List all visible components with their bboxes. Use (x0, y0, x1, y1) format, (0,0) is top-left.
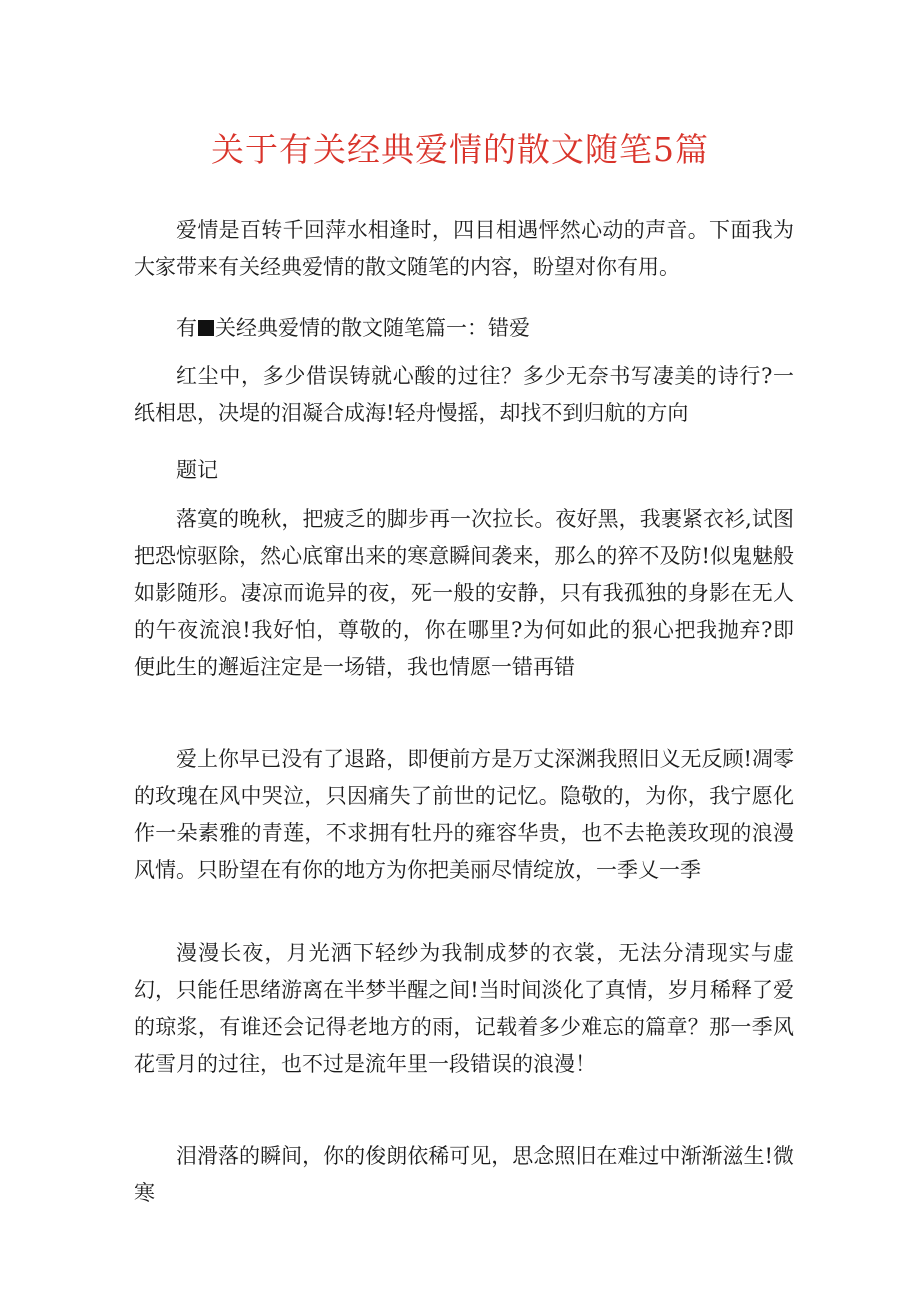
body-paragraph: 红尘中，多少借误铸就心酸的过往？多少无奈书写凄美的诗行?一纸相思，决堤的泪凝合成海!轻舟慢摇，却找不到归航的方向 (134, 364, 794, 425)
body-paragraph: 爱上你早已没有了退路，即便前方是万丈深渊我照旧义无反顾!凋零的玫瑰在风中哭泣，只因痛失了前世的记忆。隐敬的，为你，我宁愿化作一朵素雅的青莲，不求拥有牡丹的雍容华贵，也不去艳羡玫现的浪漫风情。只盼望在有你的地方为你把美丽尽情绽放，一季乂一季 (134, 747, 794, 882)
body-paragraph: 落寞的晚秋，把疲乏的脚步再一次拉长。夜好黑，我裹紧衣衫,试图把恐惊驱除，然心底窜出来的寒意瞬间袭来，那么的猝不及防!似鬼魅般如影随形。凄凉而诡异的夜，死一般的安静，只有我孤独的身影在无人的午夜流浪!我好怕，尊敬的，你在哪里?为何如此的狠心把我抛弃?即便此生的邂逅注定是一场错，我也情愿一错再错 (134, 507, 794, 679)
body-paragraph: 泪滑落的瞬间，你的俊朗依稀可见，思念照旧在难过中渐渐滋生!微寒 (134, 1144, 794, 1205)
redaction-square-icon (198, 320, 214, 336)
document-title: 关于有关经典爱情的散文随笔5篇 (211, 130, 709, 169)
section-heading-prefix: 有 (176, 316, 197, 340)
section-heading-text: 关经典爱情的散文随笔篇一：错爱 (215, 316, 530, 340)
epigraph-label: 题记 (176, 458, 218, 482)
body-paragraph: 漫漫长夜，月光洒下轻纱为我制成梦的衣裳，无法分清现实与虚幻，只能任思绪游离在半梦半醒之间!当时间淡化了真情，岁月稀释了爱的琼浆，有谁还会记得老地方的雨，记载着多少难忘的篇章？那一季风花雪月的过往，也不过是流年里一段错误的浪漫！ (134, 941, 794, 1076)
intro-paragraph: 爱情是百转千回萍水相逢时，四目相遇怦然心动的声音。下面我为大家带来有关经典爱情的散文随笔的内容，盼望对你有用。 (134, 218, 794, 279)
section-heading (134, 310, 794, 347)
